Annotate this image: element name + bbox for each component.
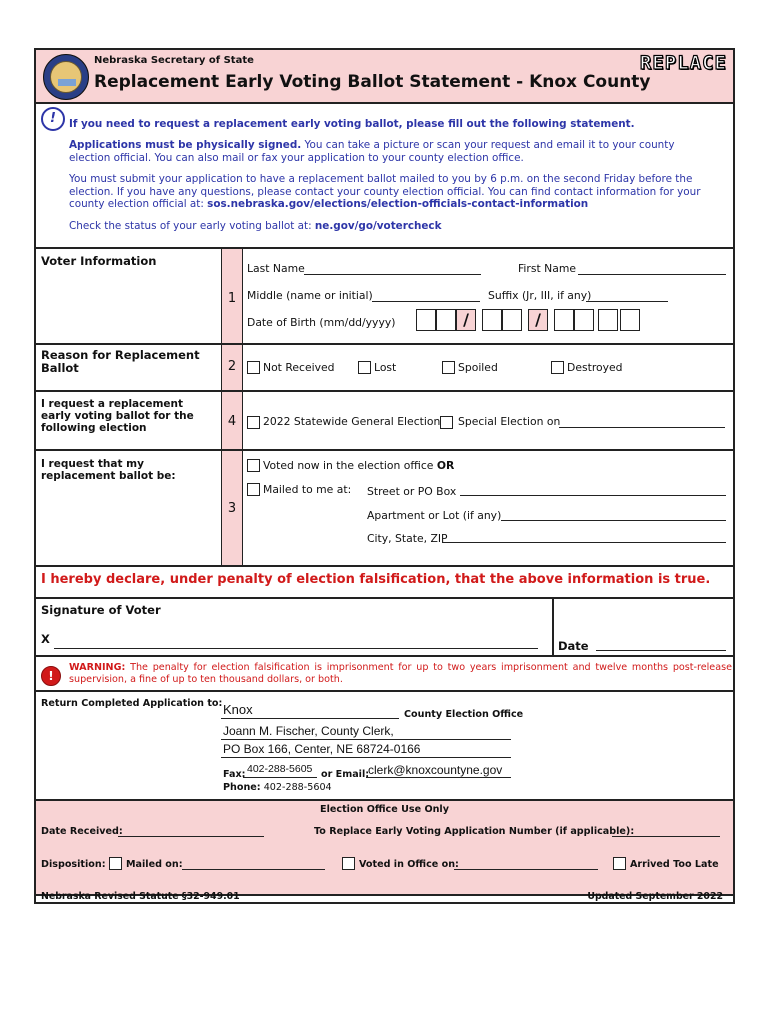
apartment-field[interactable] (501, 520, 726, 521)
office-use-title: Election Office Use Only (320, 804, 449, 815)
not-received-checkbox[interactable] (247, 361, 260, 374)
spoiled-checkbox[interactable] (442, 361, 455, 374)
intro-text: If you need to request a replacement early voting ballot, please fill out the following statement. (69, 118, 635, 130)
lost-checkbox[interactable] (358, 361, 371, 374)
special-election-label: Special Election on (458, 415, 561, 428)
page-title: Replacement Early Voting Ballot Statement - Knox County (94, 72, 651, 92)
office-address: PO Box 166, Center, NE 68724-0166 (223, 742, 421, 756)
replace-badge: REPLACE (639, 52, 727, 74)
disposition-label: Disposition: (41, 859, 106, 870)
voted-office-checkbox[interactable] (342, 857, 355, 870)
warning-icon: ! (41, 666, 61, 686)
mailed-on-checkbox[interactable] (109, 857, 122, 870)
last-name-label: Last Name (247, 262, 305, 275)
date-received-label: Date Received: (41, 826, 123, 837)
special-election-checkbox[interactable] (440, 416, 453, 429)
mailed-on-field[interactable] (182, 869, 325, 870)
email-address[interactable]: clerk@knoxcountyne.gov (368, 763, 503, 777)
spoiled-label: Spoiled (458, 361, 498, 374)
last-name-field[interactable] (304, 274, 481, 275)
info-paragraph-1: Applications must be physically signed. You can take a picture or scan your request and email it to your county election official. You can also mail or fax your application to your county election office. (69, 139, 675, 164)
state-seal-icon (43, 54, 89, 100)
info-icon: ! (41, 107, 65, 131)
mailed-on-label: Mailed on: (126, 859, 183, 870)
mailed-label: Mailed to me at: (263, 483, 352, 496)
section-number-1: 1 (227, 291, 237, 306)
address-line (221, 757, 511, 758)
email-line (366, 777, 511, 778)
section-number-3: 3 (227, 501, 237, 516)
info-paragraph-2: You must submit your application to have a replacement ballot mailed to you by 6 p.m. on the second Friday before the election. If you have any questions, please contact your county election official. You can find contact information for your county election official at: sos.nebraska.gov/elections/election-officials-contact-information (69, 173, 701, 210)
county-line (221, 718, 399, 719)
phone-row: Phone: 402-288-5604 (223, 782, 332, 793)
signature-date-field[interactable] (596, 650, 726, 651)
agency-name: Nebraska Secretary of State (94, 55, 254, 66)
general-election-label: 2022 Statewide General Election (263, 415, 441, 428)
section-number-2: 2 (227, 359, 237, 374)
votercheck-link[interactable]: ne.gov/go/votercheck (314, 220, 442, 232)
warning-text: WARNING: The penalty for election falsification is imprisonment for up to two years imprisonment and twelve months post-release supervision, a fine of up to ten thousand dollars, or both. (69, 662, 732, 685)
first-name-label: First Name (518, 262, 577, 275)
section-number-4: 4 (227, 414, 237, 429)
signature-field[interactable] (54, 648, 538, 649)
first-name-field[interactable] (578, 274, 726, 275)
voter-info-label: Voter Information (41, 254, 157, 268)
voted-office-field[interactable] (454, 869, 598, 870)
app-number-label: To Replace Early Voting Application Number (if applicable): (314, 826, 635, 837)
middle-name-field[interactable] (372, 301, 480, 302)
clerk-name: Joann M. Fischer, County Clerk, (223, 724, 394, 738)
election-label: I request a replacement early voting ballot for the following election (41, 398, 194, 434)
info-paragraph-3: Check the status of your early voting ballot at: ne.gov/go/votercheck (69, 220, 442, 232)
not-received-label: Not Received (263, 361, 335, 374)
voted-in-office-checkbox[interactable] (247, 459, 260, 472)
city-state-zip-field[interactable] (442, 542, 726, 543)
ballot-statement-form: Nebraska Secretary of State Replacement Early Voting Ballot Statement - Knox County REPLACE ! If you need to request a replacement early voting ballot, please fill out the following statement. Applications must be physically signed. You can take a picture or scan your request and email it to your county election official. You can also mail or fax your application to your county election office. You must submit your application to have a replacement ballot mailed to you by 6 p.m. on the second Friday before the election. If you have any questions, please contact your county election official. You can find contact information for your county election official at: sos.nebraska.gov/elections/election-officials-contact-information Check the status of your early voting ballot at: ne.gov/go/votercheck Voter Information 1 Last Name First Name Middle (name or initial) Suffix (Jr, III, if any) Date of Birth (mm/dd/yyyy) / / Reason for Replacement Ballot 2 Not Received Lost Spoiled Destroyed I request a replacement early voting ballot for the following election 4 2022 Statewide General Election Special Election on I request that my replacement ballot be: 3 Voted now in the election office OR Mailed to me at: Street or PO Box Apartment or Lot (if any) City, State, ZIP I hereby declare, under penalty of election falsification, that the above information is true. Signature of Voter X Date ! WARNING: The penalty for election falsification is imprisonment for up to two years imprisonment and twelve months post-release supervision, a fine of up to ten thousand dollars, or both. Return Completed Application to: Knox County Election Office Joann M. Fischer, County Clerk, PO Box 166, Center, NE 68724-0166 Fax: 402-288-5605 or Email: clerk@knoxcountyne.gov Phone: 402-288-5604 Election Office Use Only Date Received: To Replace Early Voting Application Number (if applicable): Disposition: Mailed on: Voted in Office on: Arrived Too Late Nebraska Revised Statute §32-949.01 Updated September 2022 (34, 48, 735, 904)
clerk-line (221, 739, 511, 740)
street-label: Street or PO Box (367, 485, 457, 498)
fax-line (243, 777, 317, 778)
general-election-checkbox[interactable] (247, 416, 260, 429)
county-name: Knox (223, 702, 253, 717)
office-use-section (36, 799, 733, 896)
declaration-text: I hereby declare, under penalty of election falsification, that the above information is true. (41, 572, 711, 587)
destroyed-checkbox[interactable] (551, 361, 564, 374)
arrived-late-checkbox[interactable] (613, 857, 626, 870)
apartment-label: Apartment or Lot (if any) (367, 509, 502, 522)
delivery-label: I request that my replacement ballot be: (41, 458, 176, 482)
voted-in-office-label: Voted now in the election office OR (263, 459, 455, 472)
contact-info-link[interactable]: sos.nebraska.gov/elections/election-officials-contact-information (207, 198, 589, 210)
signature-label: Signature of Voter (41, 603, 161, 617)
email-label: or Email: (321, 769, 370, 780)
street-field[interactable] (460, 495, 726, 496)
suffix-label: Suffix (Jr, III, if any) (488, 289, 592, 302)
updated-date: Updated September 2022 (587, 891, 723, 902)
mailed-checkbox[interactable] (247, 483, 260, 496)
destroyed-label: Destroyed (567, 361, 623, 374)
voted-office-label: Voted in Office on: (359, 859, 459, 870)
special-election-date-field[interactable] (559, 427, 725, 428)
lost-label: Lost (374, 361, 397, 374)
return-label: Return Completed Application to: (41, 698, 223, 709)
signature-x: X (41, 632, 50, 646)
fax-label: Fax: (223, 769, 246, 780)
suffix-field[interactable] (586, 301, 668, 302)
app-number-field[interactable] (612, 836, 720, 837)
date-received-field[interactable] (118, 836, 264, 837)
city-state-zip-label: City, State, ZIP (367, 532, 448, 545)
arrived-late-label: Arrived Too Late (630, 859, 719, 870)
reason-label: Reason for Replacement Ballot (41, 348, 200, 375)
statute-reference: Nebraska Revised Statute §32-949.01 (41, 891, 240, 902)
form-header (36, 50, 733, 104)
dob-label: Date of Birth (mm/dd/yyyy) (247, 316, 396, 329)
office-label: County Election Office (404, 709, 524, 720)
fax-number: 402-288-5605 (247, 763, 313, 775)
middle-name-label: Middle (name or initial) (247, 289, 373, 302)
date-label: Date (558, 639, 589, 653)
